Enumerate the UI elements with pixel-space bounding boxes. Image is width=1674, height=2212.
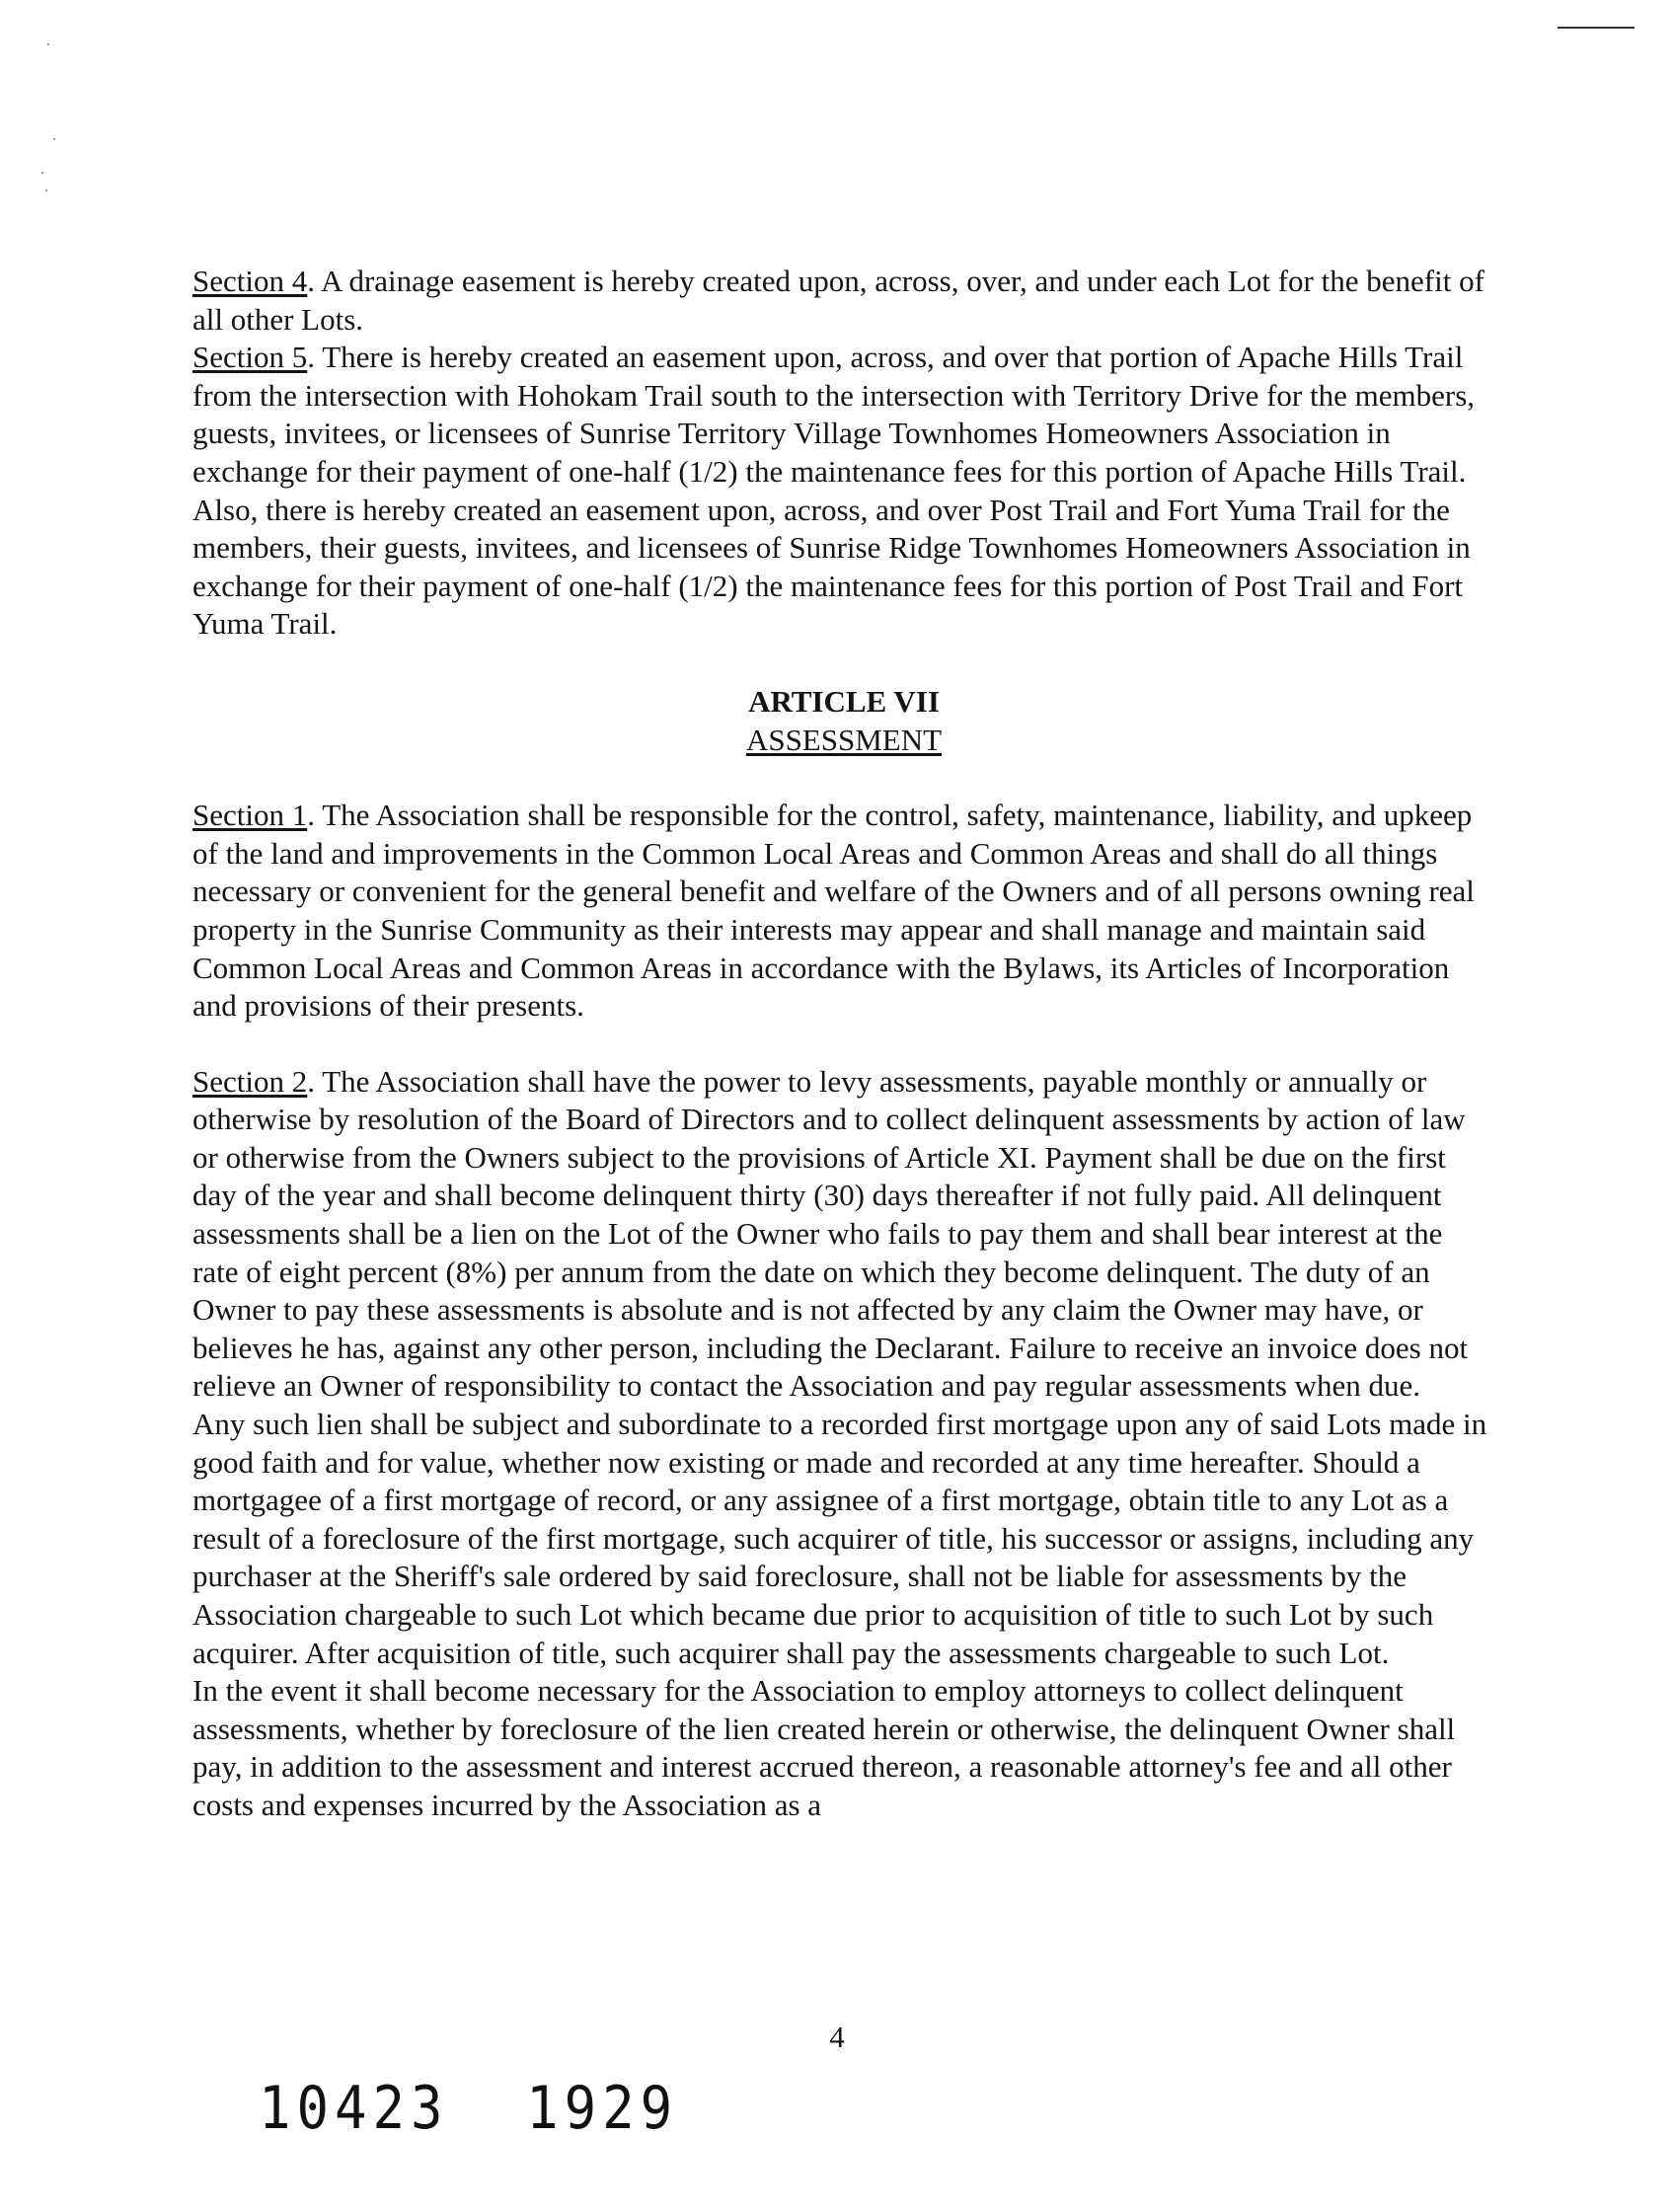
article-section-1-paragraph <box>192 797 1495 1026</box>
section-5-label: Section 5 <box>192 340 308 375</box>
attorney-fees-paragraph: In the event it shall become necessary for the Association to employ attorneys to collect delinquent assessments, whether by foreclosure of the lien created herein or otherwise, the delinquent Owner shall pay, in addition to the assessment and interest accrued thereon, a reasonable attorney's fee and all other costs and expenses incurred by the Association as a <box>192 1673 1456 1822</box>
section-5-paragraph <box>192 339 1495 644</box>
lien-subordination-paragraph: Any such lien shall be subject and subordinate to a recorded first mortgage upon any of said Lots made in good faith and for value, whether now existing or made and recorded at any time hereafter. Should a mortgagee of a first mortgage of record, or any assignee of a first mortgage, obtain title to any Lot as a result of a foreclosure of the first mortgage, such acquirer of title, his successor or assigns, including any purchaser at the Sheriff's sale ordered by said foreclosure, shall not be liable for assessments by the Association chargeable to such Lot which became due prior to acquisition of title to such Lot by such acquirer. After acquisition of title, such acquirer shall pay the assessments chargeable to such Lot. <box>192 1407 1487 1670</box>
scan-speck <box>41 172 43 174</box>
article-number: ARTICLE VII <box>748 683 940 719</box>
page-number: 4 <box>829 2020 845 2054</box>
article-title: ASSESSMENT <box>745 722 943 757</box>
document-body <box>192 263 1495 1825</box>
stamp-page: 1929 <box>526 2073 679 2143</box>
scan-speck <box>53 138 55 140</box>
article-section-2-text: . The Association shall have the power to levy assessments, payable monthly or annually or otherwise by resolution of the Board of Directors and to collect delinquent assessments by action of law or otherwise from the Owners subject to the provisions of Article XI. Payment shall be due on the first day of the year and shall become delinquent thirty (30) days thereafter if not fully paid. All delinquent assessments shall be a lien on the Lot of the Owner who fails to pay them and shall bear interest at the rate of eight percent (8%) per annum from the date on which they become delinquent. The duty of an Owner to pay these assessments is absolute and is not affected by any claim the Owner may have, or believes he has, against any other person, including the Declarant. Failure to receive an invoice does not relieve an Owner of responsibility to contact the Association and pay regular assessments when due. <box>192 1063 1469 1404</box>
scan-speck <box>45 190 47 191</box>
stamp-book: 10423 <box>259 2073 449 2143</box>
article-section-2-label: Section 2 <box>192 1063 308 1099</box>
section-4-text: . A drainage easement is hereby created upon, across, over, and under each Lot for the benefit of all other Lots. <box>192 264 1484 337</box>
section-5-text: . There is hereby created an easement upon, across, and over that portion of Apache Hills Trail from the intersection with Hohokam Trail south to the intersection with Territory Drive for the members, guests, invitees, or licensees of Sunrise Territory Village Townhomes Homeowners Association in exchange for their payment of one-half (1/2) the maintenance fees for this portion of Apache Hills Trail. Also, there is hereby created an easement upon, across, and over Post Trail and Fort Yuma Trail for the members, their guests, invitees, and licensees of Sunrise Ridge Townhomes Homeowners Association in exchange for their payment of one-half (1/2) the maintenance fees for this portion of Post Trail and Fort Yuma Trail. <box>192 340 1476 642</box>
top-edge-line <box>1558 27 1635 29</box>
section-4-label: Section 4 <box>192 264 308 298</box>
article-section-1-label: Section 1 <box>192 798 308 833</box>
article-section-2-paragraph <box>192 1063 1495 1406</box>
scan-speck <box>47 43 49 45</box>
section-4-paragraph <box>192 263 1495 339</box>
article-section-1-text: . The Association shall be responsible for the control, safety, maintenance, liability, and upkeep of the land and improvements in the Common Local Areas and Common Areas and shall do all things necessary or convenient for the general benefit and welfare of the Owners and of all persons owning real property in the Sunrise Community as their interests may appear and shall manage and maintain said Common Local Areas and Common Areas in accordance with the Bylaws, its Articles of Incorporation and provisions of their presents. <box>192 798 1475 1024</box>
recording-stamp <box>259 2074 678 2142</box>
